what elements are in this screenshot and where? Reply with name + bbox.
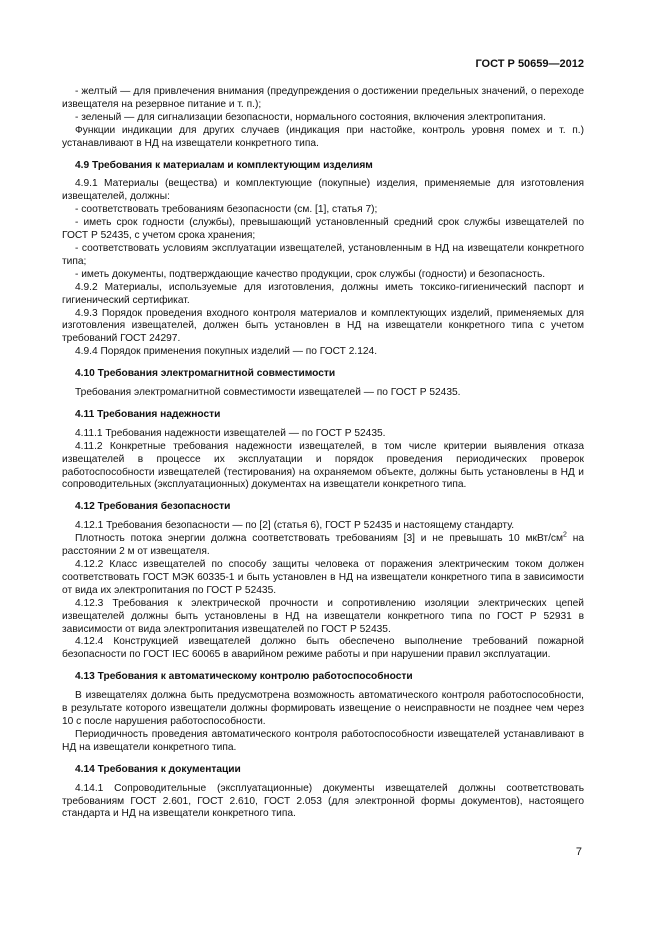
section-heading-4-10: 4.10 Требования электромагнитной совместимости <box>75 368 336 380</box>
list-item: - соответствовать требованиям безопасности (см. [1], статья 7); <box>75 204 378 216</box>
list-item: - иметь срок годности (службы), превышающий установленный средний срок службы извещателей по ГОСТ Р 52435, с учетом срока хранения; <box>62 217 584 242</box>
paragraph: 4.12.4 Конструкцией извещателей должно быть обеспечено выполнение требований пожарной безопасности по ГОСТ IEC 60065 в аварийном режиме работы и при нарушении правил эксплуатации. <box>62 636 584 661</box>
superscript: 2 <box>563 531 567 539</box>
paragraph-energy-flux <box>62 533 584 559</box>
section-heading-4-14: 4.14 Требования к документации <box>75 763 241 775</box>
paragraph: Функции индикации для других случаев (индикация при настойке, контроль уровня помех и т. п.) устанавливают в НД на извещатели конкретного типа. <box>62 124 584 149</box>
paragraph: Требования электромагнитной совместимости извещателей — по ГОСТ Р 52435. <box>75 387 461 399</box>
paragraph: 4.9.2 Материалы, используемые для изготовления, должны иметь токсико-гигиенический паспорт и гигиенический сертификат. <box>62 281 584 306</box>
page-body <box>62 56 584 821</box>
list-item: - соответствовать условиям эксплуатации извещателей, установленным в НД на извещатели конкретного типа; <box>62 242 584 267</box>
section-heading-4-9: 4.9 Требования к материалам и комплектующим изделиям <box>75 159 373 171</box>
section-heading-4-11: 4.11 Требования надежности <box>75 408 221 420</box>
paragraph: 4.11.1 Требования надежности извещателей — по ГОСТ Р 52435. <box>75 427 386 439</box>
text-before-sup: Плотность потока энергии должна соответствовать требованиям [3] и не превышать 10 мкВт/см <box>75 533 563 545</box>
paragraph: 4.11.2 Конкретные требования надежности извещателей, в том числе критерии выявления отказа извещателей в процессе их эксплуатации и порядок проведения периодических проверок работоспособности извещателей (тестирования) на охраняемом объекте, должны быть установлены в НД и сопроводительных (эксплуатационных) документах на извещатели конкретного типа. <box>62 440 584 491</box>
paragraph: В извещателях должна быть предусмотрена возможность автоматического контроля работоспособности, в результате которого извещатели должны формировать извещение о неисправности не позднее чем через 10 с после нарушения работоспособности. <box>62 690 584 727</box>
section-heading-4-12: 4.12 Требования безопасности <box>75 501 231 513</box>
list-item-yellow: - желтый — для привлечения внимания (предупреждения о достижении предельных значений, о переходе извещателя на резервное питание и т. п.); <box>62 86 584 110</box>
list-item: - иметь документы, подтверждающие качество продукции, срок службы (годности) и безопасность. <box>75 268 546 280</box>
text-after-sup: на расстоянии 2 м от извещателя. <box>62 533 585 558</box>
paragraph: Периодичность проведения автоматического контроля работоспособности извещателей устанавливают в НД на извещатели конкретного типа. <box>62 728 584 753</box>
paragraph: 4.12.2 Класс извещателей по способу защиты человека от поражения электрическим током должен соответствовать ГОСТ МЭК 60335-1 и быть установлен в НД на извещатели конкретного типа в зависимости от вида их электропитания по ГОСТ Р 52435. <box>62 559 584 596</box>
paragraph: 4.12.1 Требования безопасности — по [2] (статья 6), ГОСТ Р 52435 и настоящему стандарту. <box>75 520 515 532</box>
paragraph: 4.9.3 Порядок проведения входного контроля материалов и комплектующих изделий, применяемых для изготовления извещателей, должен быть установлен в НД на извещатели конкретного типа с учетом требований ГОСТ 24297. <box>62 307 584 345</box>
document-code-header: ГОСТ Р 50659—2012 <box>475 58 584 70</box>
section-heading-4-13: 4.13 Требования к автоматическому контролю работоспособности <box>75 671 413 683</box>
list-item-green: - зеленый — для сигнализации безопасности, нормального состояния, включения электропитания. <box>75 111 546 123</box>
page-number: 7 <box>575 846 582 858</box>
paragraph: 4.9.1 Материалы (вещества) и комплектующие (покупные) изделия, применяемые для изготовления извещателей, должны: <box>62 178 584 203</box>
paragraph: 4.14.1 Сопроводительные (эксплуатационные) документы извещателей должны соответствовать требованиям ГОСТ 2.601, ГОСТ 2.610, ГОСТ 2.053 (для электронной формы документов), настоящего стандарта и НД на извещатели конкретного типа. <box>62 782 584 820</box>
paragraph: 4.12.3 Требования к электрической прочности и сопротивлению изоляции электрических цепей извещателей должны быть установлены в НД на извещатели конкретного типа по ГОСТ Р 52931 в зависимости от вида электропитания извещателей по ГОСТ Р 52435. <box>62 597 584 635</box>
paragraph: 4.9.4 Порядок применения покупных изделий — по ГОСТ 2.124. <box>75 346 378 358</box>
